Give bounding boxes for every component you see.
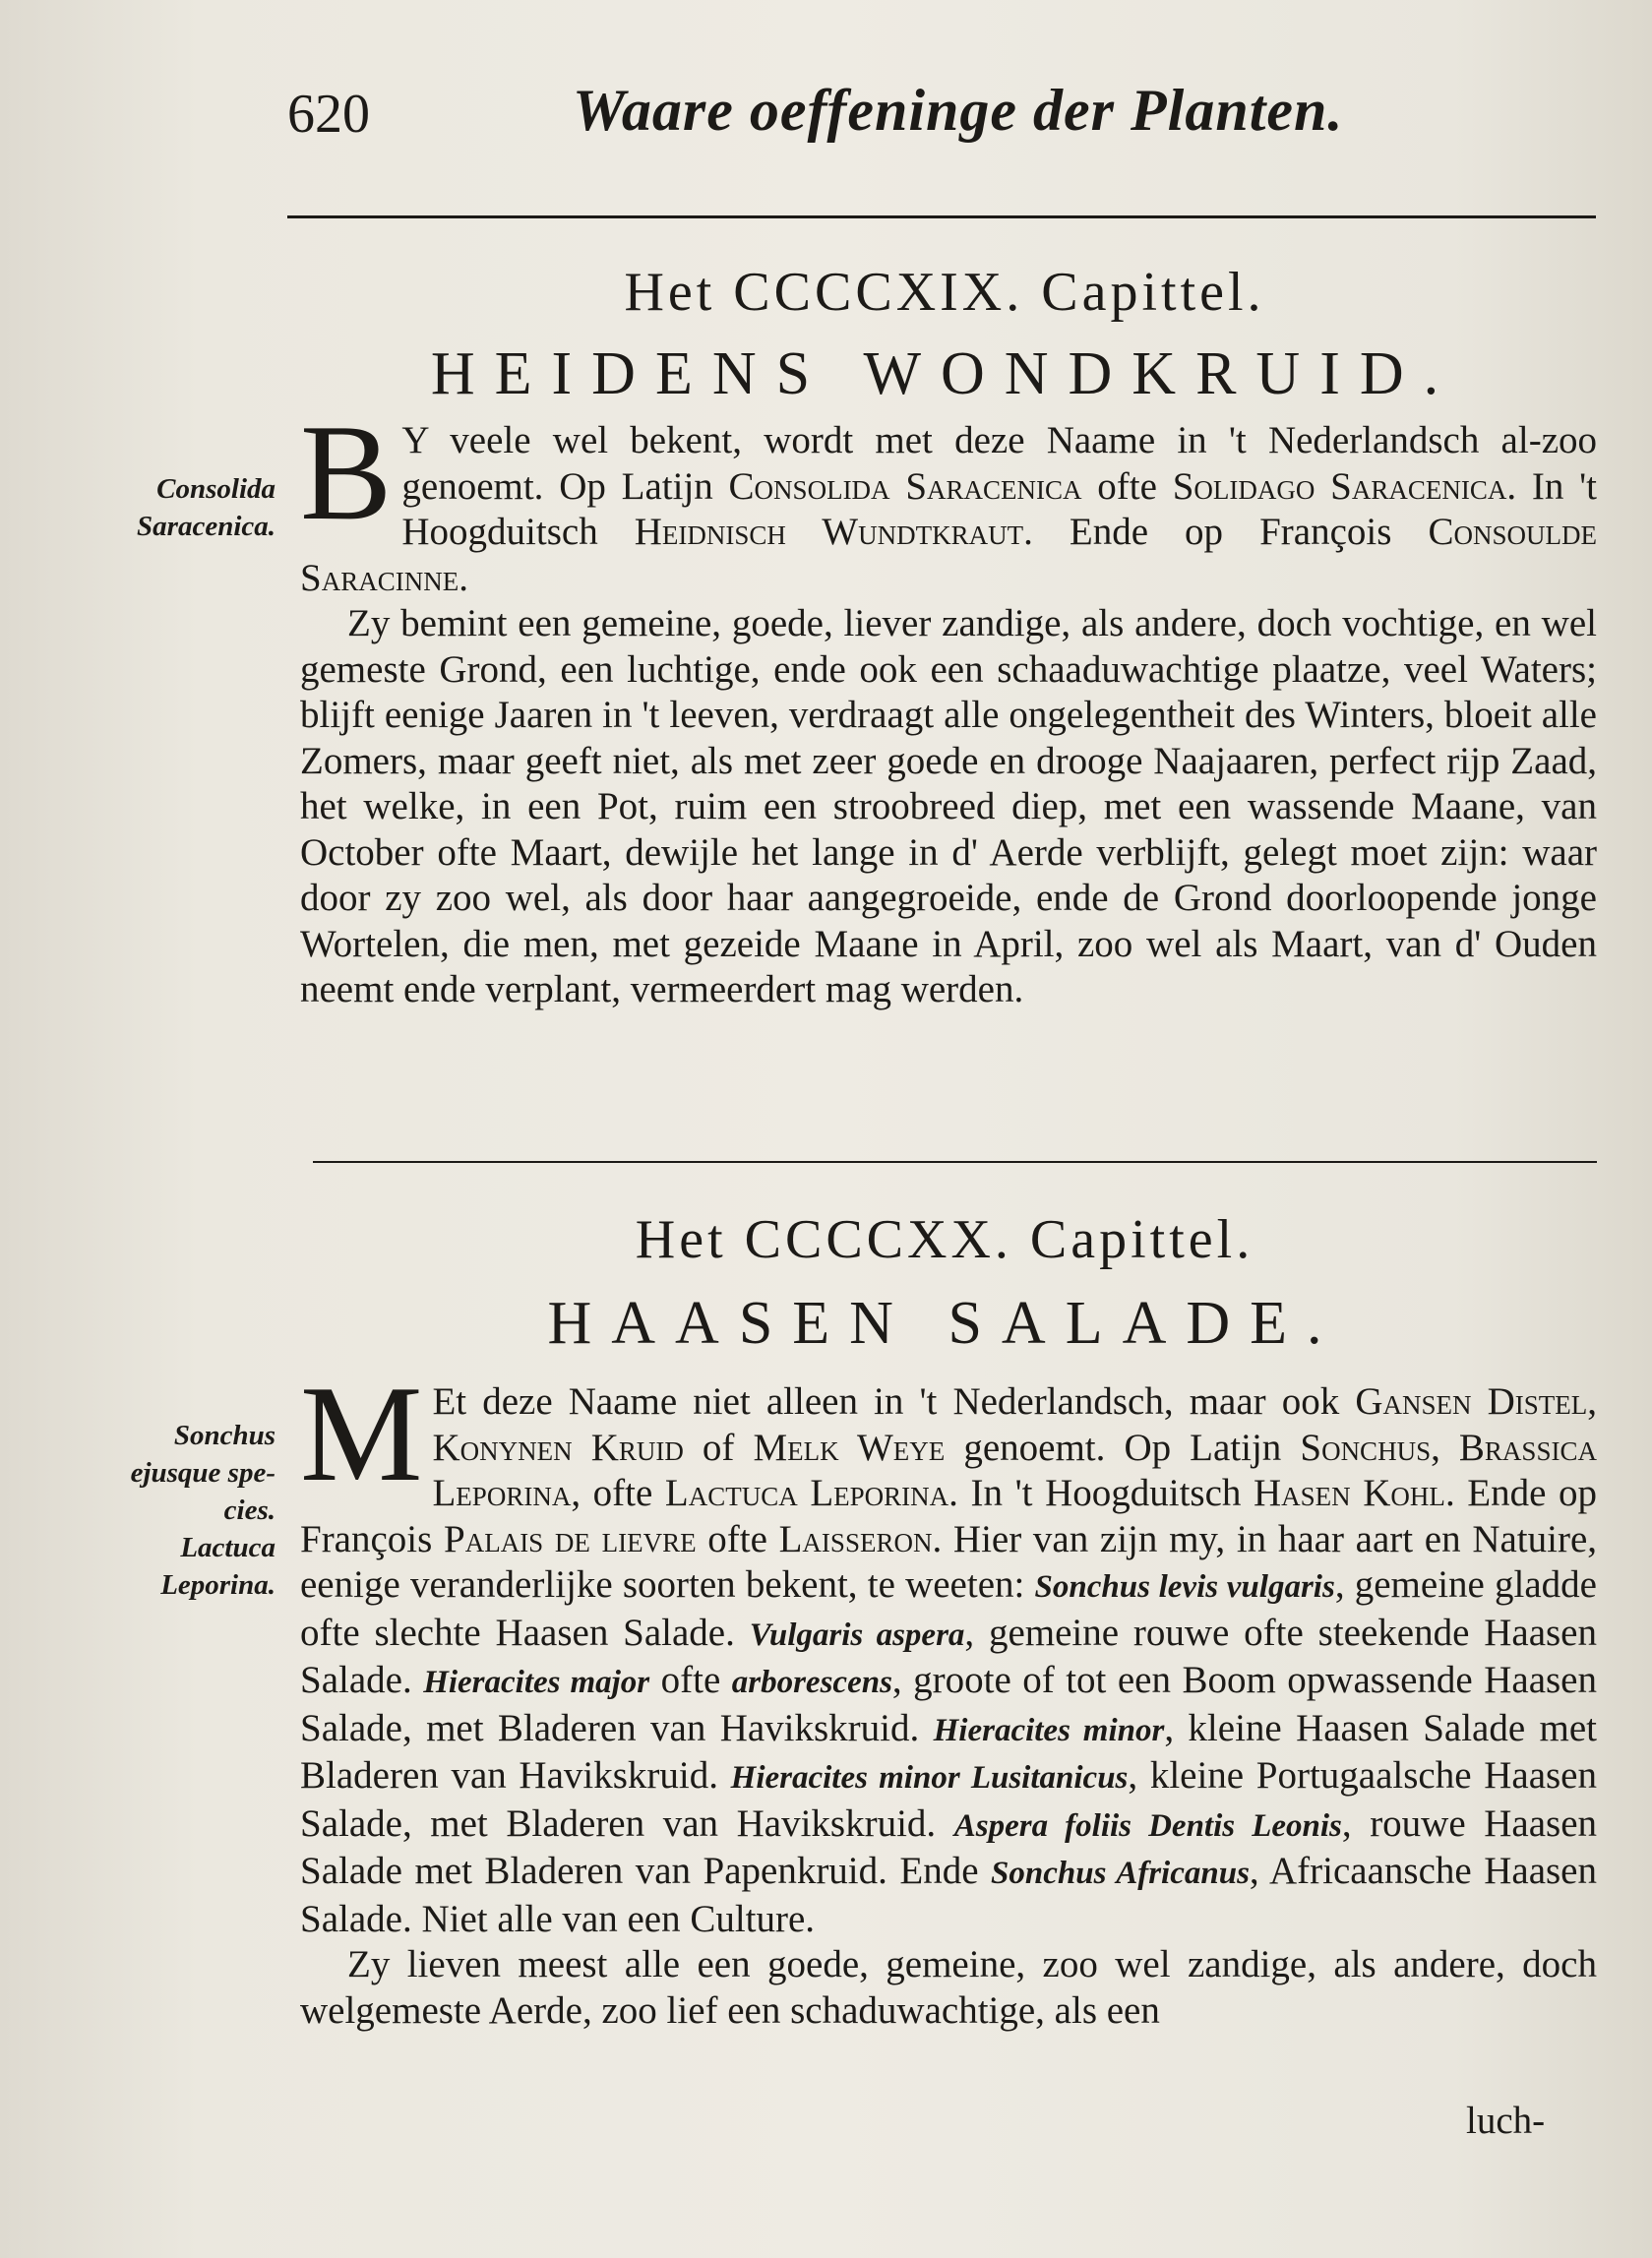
- chapter-body: [300, 1358, 1598, 2034]
- paragraph: M Et deze Naame niet alleen in 't Nederlandsch, maar ook Gansen Distel, Konynen Kruid of Melk Weye genoemt. Op Latijn Sonchus, Brassica Leporina, ofte Lactuca Leporina. In 't Hoogduitsch Hasen Kohl. Ende op François Palais de lievre ofte Laisseron. Hier van zijn my, in haar aart en Natuire, eenige veranderlijke soorten bekent, te weeten: Sonchus levis vulgaris, gemeine gladde ofte slechte Haasen Salade. Vulgaris aspera, gemeine rouwe ofte steekende Haasen Salade. Hieracites major ofte arborescens, groote of tot een Boom opwassende Haasen Salade, met Bladeren van Havikskruid. Hieracites minor, kleine Haasen Salade met Bladeren van Havikskruid. Hieracites minor Lusitanicus, kleine Portugaalsche Haasen Salade, met Bladeren van Havikskruid. Aspera foliis Dentis Leonis, rouwe Haasen Salade met Bladeren van Papenkruid. Ende Sonchus Africanus, Africaansche Haasen Salade. Niet alle van een Culture.: [300, 1358, 1598, 1940]
- section-rule: [313, 1161, 1597, 1163]
- margin-note: Consolida Saracenica.: [137, 473, 275, 542]
- chapter-body: [300, 397, 1597, 1013]
- chapter-heading: Het CCCCXIX. Capittel.: [624, 262, 1265, 323]
- drop-cap: B: [300, 397, 393, 549]
- chapter-heading: Het CCCCXX. Capittel.: [635, 1209, 1254, 1270]
- paragraph: B Y veele wel bekent, wordt met deze Naame in 't Nederlandsch al-zoo genoemt. Op Latijn Consolida Saracenica ofte Solidago Saracenica. In 't Hoogduitsch Heidnisch Wundtkraut. Ende op François Consoulde Saracinne.: [300, 397, 1597, 599]
- drop-cap: M: [300, 1358, 423, 1510]
- catchword: luch-: [1466, 2100, 1546, 2142]
- paragraph: Zy bemint een gemeine, goede, liever zandige, als andere, doch vochtige, en wel gemeste Grond, een luchtige, ende ook een schaaduwachtige plaatze, veel Waters; blijft eenige Jaaren in 't leeven, verdraagt alle ongelegentheit des Winters, bloeit alle Zomers, maar geeft niet, als met zeer goede en drooge Naajaaren, perfect rijp Zaad, het welke, in een Pot, ruim een stroobreed diep, met een wassende Maane, van October ofte Maart, dewijle het lange in d' Aerde verblijft, gelegt moet zijn: waar door zy zoo wel, als door haar aangegroeide, ende de Grond doorloopende jonge Wortelen, die men, met gezeide Maane in April, zoo wel als Maart, van d' Ouden neemt ende verplant, vermeerdert mag werden.: [300, 602, 1597, 1010]
- chapter-title: HEIDENS WONDKRUID.: [430, 340, 1459, 407]
- header-rule: [287, 215, 1596, 218]
- paragraph: Zy lieven meest alle een goede, gemeine, zoo wel zandige, als andere, doch welgemeste Aerde, zoo lief een schaduwachtige, als een: [300, 1943, 1597, 2032]
- chapter-title: HAASEN SALADE.: [547, 1290, 1342, 1357]
- page-number: 620: [287, 84, 370, 145]
- margin-note: Sonchus ejusque spe- cies. Lactuca Leporina.: [130, 1420, 275, 1601]
- running-title: Waare oeffeninge der Planten.: [573, 78, 1344, 143]
- page-header: [287, 77, 1596, 155]
